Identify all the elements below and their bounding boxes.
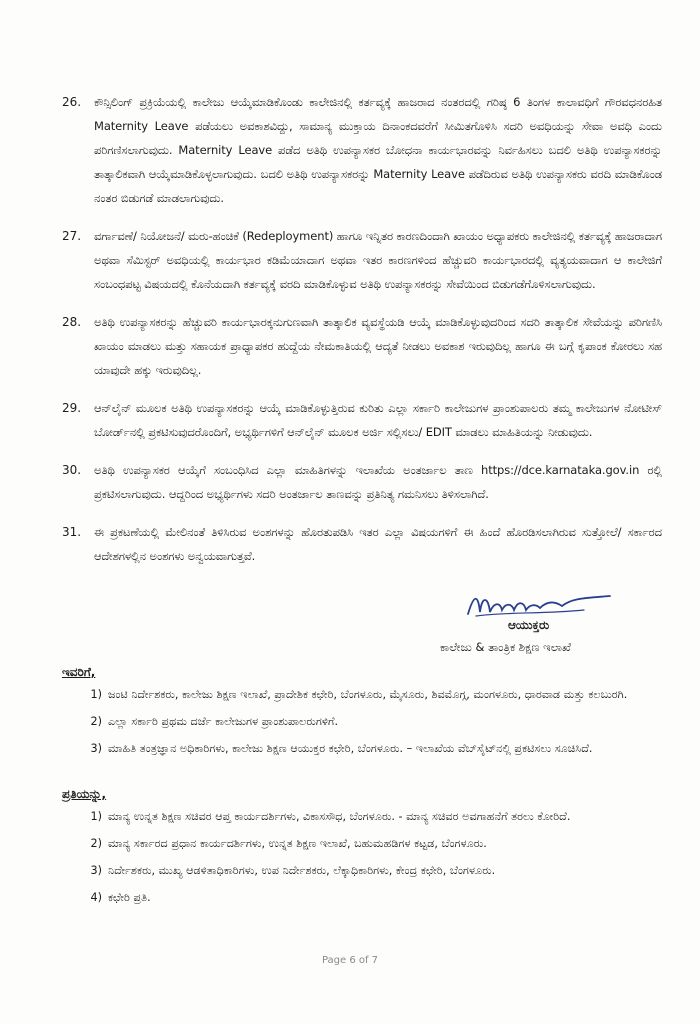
page-number-footer: Page 6 of 7 — [321, 955, 379, 966]
signatory-department: ಕಾಲೇಜು & ತಾಂತ್ರಿಕ ಶಿಕ್ಷಣ ಇಲಾಖೆ — [440, 640, 571, 654]
item-text: ಮಾನ್ಯ ಉನ್ನತ ಶಿಕ್ಷಣ ಸಚಿವರ ಆಪ್ತ ಕಾರ್ಯದರ್ಶಿಗಳು, ವಿಕಾಸಸೌಧ, ಬೆಂಗಳೂರು. - ಮಾನ್ಯ ಸಚಿವರ ಅವಗಾಹನೆಗೆ ತರಲು ಕೋರಿದೆ. — [108, 810, 571, 823]
item-number: 2) — [90, 715, 102, 728]
item-number: 3) — [90, 742, 102, 755]
item-number: 4) — [90, 891, 102, 904]
clause-28 — [62, 310, 662, 382]
recipient-item — [62, 684, 662, 705]
clause-number: 27. — [62, 229, 82, 243]
copy-item — [62, 860, 662, 881]
clause-number: 26. — [62, 95, 82, 109]
copy-to-section — [62, 784, 662, 914]
clause-number: 29. — [62, 401, 82, 415]
clause-30 — [62, 458, 662, 506]
handwritten-signature — [464, 590, 614, 620]
clause-27 — [62, 224, 662, 296]
clause-number: 30. — [62, 463, 82, 477]
clause-number: 31. — [62, 525, 82, 539]
clause-26 — [62, 90, 662, 210]
item-number: 1) — [90, 688, 102, 701]
recipients-heading: ಇವರಿಗೆ, — [62, 665, 96, 679]
item-number: 2) — [90, 837, 102, 850]
item-text: ಮಾನ್ಯ ಸರ್ಕಾರದ ಪ್ರಧಾನ ಕಾರ್ಯದರ್ಶಿಗಳು, ಉನ್ನತ ಶಿಕ್ಷಣ ಇಲಾಖೆ, ಬಹುಮಹಡಿಗಳ ಕಟ್ಟಡ, ಬೆಂಗಳೂರು. — [108, 837, 487, 850]
item-text: ನಿರ್ದೇಶಕರು, ಮುಖ್ಯ ಆಡಳಿತಾಧಿಕಾರಿಗಳು, ಉಪ ನಿರ್ದೇಶಕರು, ಲೆಕ್ಕಾಧಿಕಾರಿಗಳು, ಕೇಂದ್ರ ಕಛೇರಿ, ಬೆಂಗಳೂರು. — [108, 864, 496, 877]
copy-item — [62, 887, 662, 908]
item-number: 3) — [90, 864, 102, 877]
clause-29 — [62, 396, 662, 444]
clause-text: ವರ್ಗಾವಣೆ/ ನಿಯೋಜನೆ/ ಮರು-ಹಂಚಿಕೆ (Redeployment) ಹಾಗೂ ಇನ್ನಿತರ ಕಾರಣದಿಂದಾಗಿ ಖಾಯಂ ಅಧ್ಯಾಪಕರು ಕಾಲೇಜಿನಲ್ಲಿ ಕರ್ತವ್ಯಕ್ಕೆ ಹಾಜರಾದಾಗ ಅಥವಾ ಸೆಮಿಸ್ಟರ್ ಅವಧಿಯಲ್ಲಿ ಕಾರ್ಯಭಾರ ಕಡಿಮೆಯಾದಾಗ ಅಥವಾ ಇತರ ಕಾರಣಗಳಿಂದ ಹೆಚ್ಚುವರಿ ಕಾರ್ಯಭಾರದಲ್ಲಿ ವ್ಯತ್ಯಯವಾದಾಗ ಆ ಕಾಲೇಜಿಗೆ ಸಂಬಂಧಪಟ್ಟ ವಿಷಯದಲ್ಲಿ ಕೊನೆಯದಾಗಿ ಕರ್ತವ್ಯಕ್ಕೆ ವರದಿ ಮಾಡಿಕೊಳ್ಳುವ ಅತಿಥಿ ಉಪನ್ಯಾಸಕರನ್ನು ಸೇವೆಯಿಂದ ಬಿಡುಗಡೆಗೊಳಿಸಲಾಗುವುದು. — [94, 229, 662, 291]
clause-31 — [62, 520, 662, 568]
item-text: ಮಾಹಿತಿ ತಂತ್ರಜ್ಞಾನ ಅಧಿಕಾರಿಗಳು, ಕಾಲೇಜು ಶಿಕ್ಷಣ ಆಯುಕ್ತರ ಕಛೇರಿ, ಬೆಂಗಳೂರು. – ಇಲಾಖೆಯ ವೆಬ್‌ಸೈಟ್‌ನಲ್ಲಿ ಪ್ರಕಟಿಸಲು ಸೂಚಿಸಿದೆ. — [108, 742, 593, 755]
signature-block — [408, 590, 668, 660]
clause-list — [62, 90, 662, 582]
clause-text: ಆನ್‌ಲೈನ್ ಮೂಲಕ ಅತಿಥಿ ಉಪನ್ಯಾಸಕರನ್ನು ಆಯ್ಕೆ ಮಾಡಿಕೊಳ್ಳುತ್ತಿರುವ ಕುರಿತು ಎಲ್ಲಾ ಸರ್ಕಾರಿ ಕಾಲೇಜುಗಳ ಪ್ರಾಂಶುಪಾಲರು ತಮ್ಮ ಕಾಲೇಜುಗಳ ನೋಟೀಸ್ ಬೋರ್ಡ್‌ನಲ್ಲಿ ಪ್ರಕಟಿಸುವುದರೊಂದಿಗೆ, ಅಭ್ಯರ್ಥಿಗಳಿಗೆ ಆನ್‌ಲೈನ್ ಮೂಲಕ ಅರ್ಜಿ ಸಲ್ಲಿಸಲು/ EDIT ಮಾಡಲು ಮಾಹಿತಿಯನ್ನು ನೀಡುವುದು. — [94, 401, 662, 439]
clause-number: 28. — [62, 315, 82, 329]
clause-text: ಕೌನ್ಸಿಲಿಂಗ್ ಪ್ರಕ್ರಿಯೆಯಲ್ಲಿ ಕಾಲೇಜು ಆಯ್ಕೆಮಾಡಿಕೊಂಡು ಕಾಲೇಜಿನಲ್ಲಿ ಕರ್ತವ್ಯಕ್ಕೆ ಹಾಜರಾದ ನಂತರದಲ್ಲಿ ಗರಿಷ್ಠ 6 ತಿಂಗಳ ಕಾಲಾವಧಿಗೆ ಗೌರವಧನರಹಿತ Maternity Leave ಪಡೆಯಲು ಅವಕಾಶವಿದ್ದು, ಸಾಮಾನ್ಯ ಮುಕ್ತಾಯ ದಿನಾಂಕದವರೆಗೆ ಸೀಮಿತಗೊಳಿಸಿ ಸದರಿ ಅವಧಿಯನ್ನು ಸೇವಾ ಅವಧಿ ಎಂದು ಪರಿಗಣಿಸಲಾಗುವುದು. Maternity Leave ಪಡೆದ ಅತಿಥಿ ಉಪನ್ಯಾಸಕರ ಬೋಧನಾ ಕಾರ್ಯಭಾರವನ್ನು ನಿರ್ವಹಿಸಲು ಬದಲಿ ಅತಿಥಿ ಉಪನ್ಯಾಸಕರನ್ನು ತಾತ್ಕಾಲಿಕವಾಗಿ ಆಯ್ಕೆಮಾಡಿಕೊಳ್ಳಲಾಗುವುದು. ಬದಲಿ ಅತಿಥಿ ಉಪನ್ಯಾಸಕರನ್ನು Maternity Leave ಪಡೆದಿರುವ ಅತಿಥಿ ಉಪನ್ಯಾಸಕರು ವರದಿ ಮಾಡಿಕೊಂಡ ನಂತರ ಬಿಡುಗಡೆ ಮಾಡಲಾಗುವುದು. — [94, 95, 662, 205]
signatory-title: ಆಯುಕ್ತರು — [508, 618, 550, 632]
recipient-item — [62, 711, 662, 732]
clause-text: ಅತಿಥಿ ಉಪನ್ಯಾಸಕರನ್ನು ಹೆಚ್ಚುವರಿ ಕಾರ್ಯಭಾರಕ್ಕನುಗುಣವಾಗಿ ತಾತ್ಕಾಲಿಕ ವ್ಯವಸ್ಥೆಯಡಿ ಆಯ್ಕೆ ಮಾಡಿಕೊಳ್ಳುವುದರಿಂದ ಸದರಿ ತಾತ್ಕಾಲಿಕ ಸೇವೆಯನ್ನು ಪರಿಗಣಿಸಿ ಖಾಯಂ ಮಾಡಲು ಮತ್ತು ಸಹಾಯಕ ಪ್ರಾಧ್ಯಾಪಕರ ಹುದ್ದೆಯ ನೇಮಕಾತಿಯಲ್ಲಿ ಆದ್ಯತೆ ನೀಡಲು ಅವಕಾಶ ಇರುವುದಿಲ್ಲ ಹಾಗೂ ಈ ಬಗ್ಗೆ ಕೃಪಾಂಕ ಕೋರಲು ಸಹ ಯಾವುದೇ ಹಕ್ಕು ಇರುವುದಿಲ್ಲ. — [94, 315, 662, 377]
item-number: 1) — [90, 810, 102, 823]
item-text: ಕಛೇರಿ ಪ್ರತಿ. — [108, 891, 151, 904]
clause-text: ಈ ಪ್ರಕಟಣೆಯಲ್ಲಿ ಮೇಲಿನಂತೆ ತಿಳಿಸಿರುವ ಅಂಶಗಳನ್ನು ಹೊರತುಪಡಿಸಿ ಇತರ ಎಲ್ಲಾ ವಿಷಯಗಳಿಗೆ ಈ ಹಿಂದೆ ಹೊರಡಿಸಲಾಗಿರುವ ಸುತ್ತೋಲೆ/ ಸರ್ಕಾರದ ಆದೇಶಗಳಲ್ಲಿನ ಅಂಶಗಳು ಅನ್ವಯವಾಗುತ್ತವೆ. — [94, 525, 662, 563]
copy-item — [62, 833, 662, 854]
clause-text: ಅತಿಥಿ ಉಪನ್ಯಾಸಕರ ಆಯ್ಕೆಗೆ ಸಂಬಂಧಿಸಿದ ಎಲ್ಲಾ ಮಾಹಿತಿಗಳನ್ನು ಇಲಾಖೆಯ ಅಂತರ್ಜಾಲ ತಾಣ https://dce.karnataka.gov.in ರಲ್ಲಿ ಪ್ರಕಟಿಸಲಾಗುವುದು. ಆದ್ದರಿಂದ ಅಭ್ಯರ್ಥಿಗಳು ಸದರಿ ಅಂತರ್ಜಾಲ ತಾಣವನ್ನು ಪ್ರತಿನಿತ್ಯ ಗಮನಿಸಲು ತಿಳಿಸಲಾಗಿದೆ. — [94, 463, 662, 501]
item-text: ಜಂಟಿ ನಿರ್ದೇಶಕರು, ಕಾಲೇಜು ಶಿಕ್ಷಣ ಇಲಾಖೆ, ಪ್ರಾದೇಶಿಕ ಕಛೇರಿ, ಬೆಂಗಳೂರು, ಮೈಸೂರು, ಶಿವಮೊಗ್ಗ, ಮಂಗಳೂರು, ಧಾರವಾಡ ಮತ್ತು ಕಲಬುರಗಿ. — [108, 688, 628, 701]
recipients-section — [62, 662, 662, 765]
copy-to-heading: ಪ್ರತಿಯನ್ನು, — [62, 787, 107, 801]
copy-item — [62, 806, 662, 827]
item-text: ಎಲ್ಲಾ ಸರ್ಕಾರಿ ಪ್ರಥಮ ದರ್ಜೆ ಕಾಲೇಜುಗಳ ಪ್ರಾಂಶುಪಾಲರುಗಳಿಗೆ. — [108, 715, 339, 728]
recipient-item — [62, 738, 662, 759]
